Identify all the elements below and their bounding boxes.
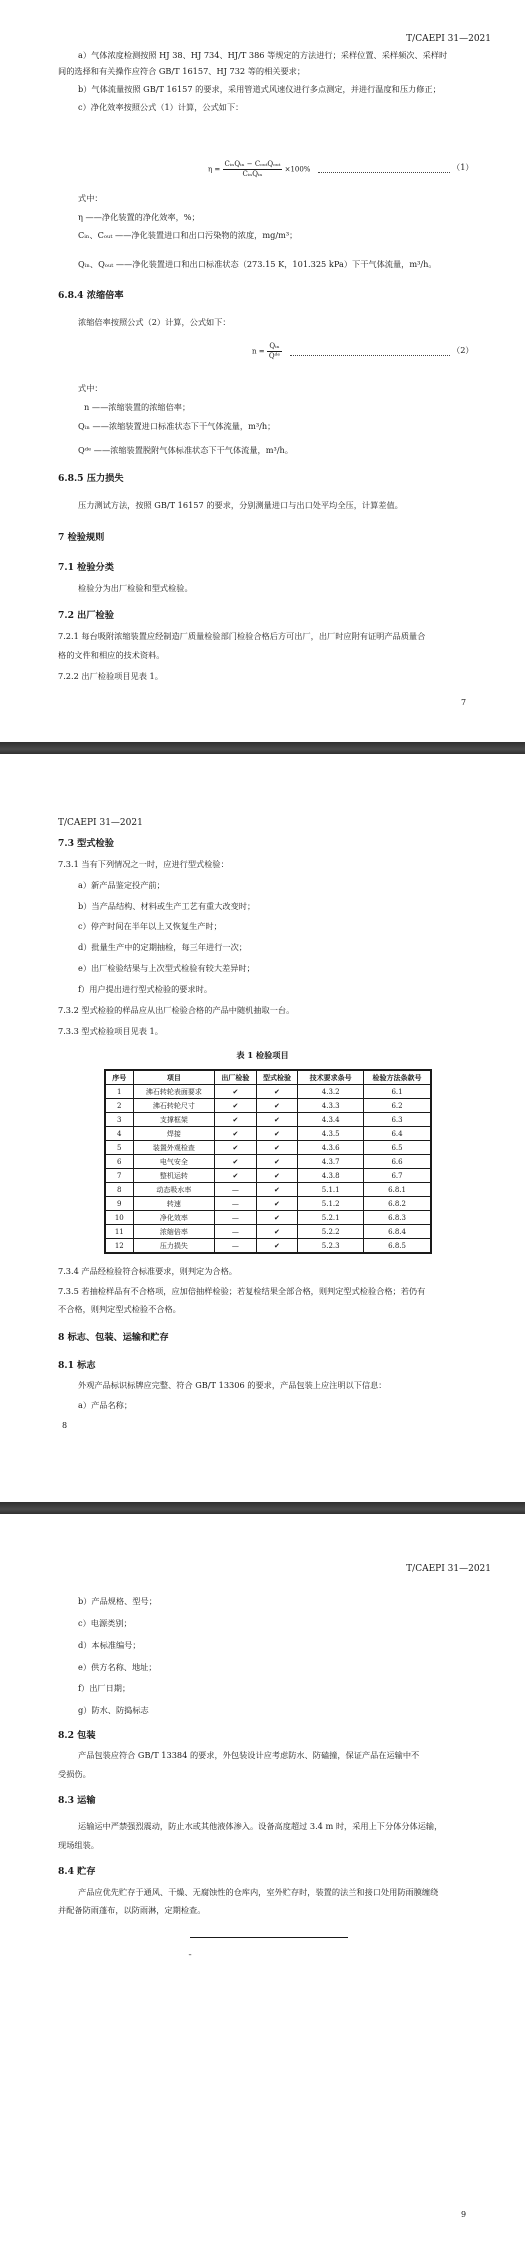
formula-1 <box>208 160 310 179</box>
definition-line: Qᵢₙ ——浓缩装置进口标准状态下干气体流量，m³/h； <box>78 421 276 431</box>
table-cell: — <box>215 1183 257 1197</box>
section-heading: 7.1 检验分类 <box>58 562 114 573</box>
formula-lhs: n = <box>252 347 265 356</box>
table-cell: 5 <box>105 1141 133 1155</box>
where-label: 式中： <box>78 383 103 393</box>
table-row <box>105 1085 431 1099</box>
formula-numerator: CᵢₙQᵢₙ − CₒᵤₜQₒᵤₜ <box>224 160 281 168</box>
list-item: d）批量生产中的定期抽检，每三年进行一次； <box>78 942 247 952</box>
document-page-9 <box>0 1514 525 2254</box>
table-cell: 9 <box>105 1197 133 1211</box>
table-title: 表 1 检验项目 <box>236 1050 289 1060</box>
table-cell: 6.8.5 <box>364 1239 431 1254</box>
text-line: b）气体流量按照 GB/T 16157 的要求，采用管道式风速仪进行多点测定，并进行温度和压力修正； <box>78 84 441 94</box>
document-code: T/CAEPI 31—2021 <box>406 34 491 44</box>
page-number: 7 <box>461 698 467 707</box>
paragraph: 运输运中严禁强烈震动，防止水或其他液体渗入。设备高度超过 3.4 m 时，采用上下分体分体运输， <box>78 1821 443 1831</box>
list-item: c）电源类别； <box>78 1618 132 1628</box>
table-cell: 4.3.2 <box>298 1085 364 1099</box>
table-cell: 浓缩倍率 <box>133 1225 215 1239</box>
section-heading: 8.4 贮存 <box>58 1866 96 1877</box>
table-cell: 4.3.3 <box>298 1099 364 1113</box>
table-cell: 动态吸水率 <box>133 1183 215 1197</box>
paragraph: 7.2.2 出厂检验项目见表 1。 <box>58 671 163 681</box>
table-cell: ✔ <box>215 1169 257 1183</box>
definition-line: Cᵢₙ、Cₒᵤₜ ——净化装置进口和出口污染物的浓度，mg/m³； <box>78 230 298 240</box>
paragraph: 外观产品标识标牌应完整、符合 GB/T 13306 的要求，产品包装上应注明以下信息： <box>78 1380 387 1390</box>
table-cell: 6.7 <box>364 1169 431 1183</box>
where-label: 式中： <box>78 193 103 203</box>
document-page-7 <box>0 0 525 742</box>
table-cell: ✔ <box>256 1197 298 1211</box>
paragraph: 产品应优先贮存于通风、干燥、无腐蚀性的仓库内，室外贮存时，装置的法兰和接口处用防雨膜缠绕 <box>78 1887 439 1897</box>
table-cell: 4.3.7 <box>298 1155 364 1169</box>
table-cell: 6.3 <box>364 1113 431 1127</box>
table-cell: 沸石转轮尺寸 <box>133 1099 215 1113</box>
paragraph: 不合格，则判定型式检验不合格。 <box>58 1304 181 1314</box>
formula-suffix: ×100% <box>284 165 311 174</box>
table-cell: 5.1.2 <box>298 1197 364 1211</box>
list-item: c）停产时间在半年以上又恢复生产时； <box>78 921 222 931</box>
formula-number: （1） <box>452 162 474 172</box>
table-cell: 7 <box>105 1169 133 1183</box>
table-cell: 8 <box>105 1183 133 1197</box>
section-heading: 8.3 运输 <box>58 1795 96 1806</box>
paragraph: 7.2.1 每台吸附浓缩装置应经制造厂质量检验部门检验合格后方可出厂，出厂时应附有证明产品质量合 <box>58 631 426 641</box>
table-row <box>105 1239 431 1254</box>
table-cell: ✔ <box>215 1141 257 1155</box>
table-cell: 转速 <box>133 1197 215 1211</box>
paragraph: 产品包装应符合 GB/T 13384 的要求，外包装设计应考虑防水、防磕撞，保证产品在运输中不 <box>78 1750 420 1760</box>
table-cell: 6 <box>105 1155 133 1169</box>
table-cell: ✔ <box>256 1169 298 1183</box>
table-cell: 6.8.2 <box>364 1197 431 1211</box>
end-rule <box>190 1937 348 1938</box>
section-heading: 6.8.5 压力损失 <box>58 473 124 484</box>
paragraph: 浓缩倍率按照公式（2）计算，公式如下： <box>78 317 231 327</box>
table-header-cell: 项目 <box>133 1070 215 1085</box>
table-cell: 压力损失 <box>133 1239 215 1254</box>
table-cell: 4.3.4 <box>298 1113 364 1127</box>
table-cell: 6.8.3 <box>364 1211 431 1225</box>
definition-line: Qᵢₙ、Qₒᵤₜ ——净化装置进口和出口标准状态（273.15 K，101.325 kPa）下干气体流量，m³/h。 <box>78 259 437 269</box>
table-cell: 3 <box>105 1113 133 1127</box>
text-line: 间的选择和有关操作应符合 GB/T 16157、HJ 732 等的相关要求； <box>58 66 306 76</box>
list-item: e）出厂检验结果与上次型式检验有较大差异时； <box>78 963 255 973</box>
table-cell: ✔ <box>256 1099 298 1113</box>
table-header-cell: 序号 <box>105 1070 133 1085</box>
document-code: T/CAEPI 31—2021 <box>58 818 143 828</box>
table-cell: 12 <box>105 1239 133 1254</box>
table-row <box>105 1141 431 1155</box>
end-mark: ˍ <box>188 1946 193 1956</box>
table-cell: 电气安全 <box>133 1155 215 1169</box>
table-row <box>105 1183 431 1197</box>
table-cell: ✔ <box>215 1155 257 1169</box>
chapter-heading: 7 检验规则 <box>58 532 105 543</box>
text-line: c）净化效率按照公式（1）计算，公式如下： <box>78 102 244 112</box>
chapter-heading: 8 标志、包装、运输和贮存 <box>58 1332 169 1343</box>
table-cell: 焊接 <box>133 1127 215 1141</box>
paragraph: 7.3.4 产品经检验符合标准要求，则判定为合格。 <box>58 1266 237 1276</box>
table-header-cell: 出厂检验 <box>215 1070 257 1085</box>
page-number: 9 <box>461 2210 467 2219</box>
table-row <box>105 1099 431 1113</box>
formula-numerator: Qᵢₙ <box>267 342 282 352</box>
section-heading: 8.1 标志 <box>58 1360 96 1371</box>
table-cell: 4.3.6 <box>298 1141 364 1155</box>
table-row <box>105 1169 431 1183</box>
list-item: f）用户提出进行型式检验的要求时。 <box>78 984 213 994</box>
table-cell: ✔ <box>215 1127 257 1141</box>
paragraph: 格的文件和相应的技术资料。 <box>58 650 165 660</box>
table-cell: 6.6 <box>364 1155 431 1169</box>
section-heading: 8.2 包装 <box>58 1730 96 1741</box>
paragraph: 并配备防雨蓬布，以防雨淋，定期检查。 <box>58 1905 206 1915</box>
table-cell: 6.8.4 <box>364 1225 431 1239</box>
list-item: b）产品规格、型号； <box>78 1596 157 1606</box>
table-cell: 支撑框架 <box>133 1113 215 1127</box>
table-cell: — <box>215 1197 257 1211</box>
table-header-cell: 型式检验 <box>256 1070 298 1085</box>
definition-line: η ——净化装置的净化效率，%； <box>78 212 200 222</box>
formula-denominator: CᵢₙQᵢₙ <box>242 170 263 178</box>
paragraph: 7.3.2 型式检验的样品应从出厂检验合格的产品中随机抽取一台。 <box>58 1005 295 1015</box>
paragraph: 压力测试方法，按照 GB/T 16157 的要求，分别测量进口与出口处平均全压，计算差值。 <box>78 500 403 510</box>
table-cell: 4.3.5 <box>298 1127 364 1141</box>
table-cell: — <box>215 1239 257 1254</box>
table-cell: 4.3.8 <box>298 1169 364 1183</box>
formula-lhs: η = <box>208 165 221 174</box>
table-cell: 11 <box>105 1225 133 1239</box>
paragraph: 7.3.1 当有下列情况之一时，应进行型式检验： <box>58 859 229 869</box>
table-cell: 净化效率 <box>133 1211 215 1225</box>
table-cell: 装置外观检查 <box>133 1141 215 1155</box>
text-line: a）气体浓度检测按照 HJ 38、HJ 734、HJ/T 386 等规定的方法进行；采样位置、采样频次、采样时 <box>78 50 448 60</box>
page-separator <box>0 742 525 754</box>
paragraph: 现场组装。 <box>58 1840 99 1850</box>
definition-line: Qᵈᵉ ——浓缩装置脱附气体标准状态下干气体流量，m³/h。 <box>78 445 293 455</box>
list-item: a）新产品鉴定投产前； <box>78 880 165 890</box>
table-cell: 6.1 <box>364 1085 431 1099</box>
section-heading: 7.2 出厂检验 <box>58 610 114 621</box>
table-cell: ✔ <box>256 1113 298 1127</box>
inspection-table <box>104 1069 432 1254</box>
section-heading: 7.3 型式检验 <box>58 838 114 849</box>
table-cell: — <box>215 1211 257 1225</box>
table-row <box>105 1155 431 1169</box>
list-item: g）防水、防捣标志 <box>78 1705 149 1715</box>
table-header-cell: 技术要求条号 <box>298 1070 364 1085</box>
table-cell: ✔ <box>256 1211 298 1225</box>
page-separator <box>0 1502 525 1514</box>
paragraph: 7.3.3 型式检验项目见表 1。 <box>58 1026 163 1036</box>
table-cell: — <box>215 1225 257 1239</box>
table-cell: ✔ <box>215 1099 257 1113</box>
definition-line: n ——浓缩装置的浓缩倍率； <box>84 402 191 412</box>
formula-fraction <box>267 342 282 361</box>
table-cell: ✔ <box>256 1127 298 1141</box>
table-cell: ✔ <box>215 1085 257 1099</box>
table-cell: ✔ <box>256 1183 298 1197</box>
table-cell: 10 <box>105 1211 133 1225</box>
formula-2 <box>252 342 282 361</box>
table-cell: 2 <box>105 1099 133 1113</box>
table-cell: 6.2 <box>364 1099 431 1113</box>
table-cell: 5.2.3 <box>298 1239 364 1254</box>
table-cell: ✔ <box>256 1141 298 1155</box>
list-item: b）当产品结构、材料或生产工艺有重大改变时； <box>78 901 256 911</box>
table-header-row <box>105 1070 431 1085</box>
table-cell: ✔ <box>256 1085 298 1099</box>
page-number: 8 <box>62 1421 68 1430</box>
table-row <box>105 1197 431 1211</box>
paragraph: 受损伤。 <box>58 1769 91 1779</box>
table-cell: 6.8.1 <box>364 1183 431 1197</box>
table-cell: ✔ <box>215 1113 257 1127</box>
table-cell: ✔ <box>256 1239 298 1254</box>
table-row <box>105 1127 431 1141</box>
table-header-cell: 检验方法条款号 <box>364 1070 431 1085</box>
table-cell: 6.5 <box>364 1141 431 1155</box>
table-cell: 5.1.1 <box>298 1183 364 1197</box>
paragraph: 7.3.5 若抽检样品有不合格项，应加倍抽样检验；若复检结果全部合格，则判定型式检验合格；若仍有 <box>58 1286 426 1296</box>
table-cell: 5.2.1 <box>298 1211 364 1225</box>
table-row <box>105 1113 431 1127</box>
table-cell: ✔ <box>256 1225 298 1239</box>
table-cell: 1 <box>105 1085 133 1099</box>
document-page-8 <box>0 754 525 1502</box>
table-cell: ✔ <box>256 1155 298 1169</box>
table-cell: 沸石转轮表面要求 <box>133 1085 215 1099</box>
list-item: a）产品名称； <box>78 1400 133 1410</box>
formula-number: （2） <box>452 345 474 355</box>
section-heading: 6.8.4 浓缩倍率 <box>58 290 124 301</box>
formula-denominator: Qᵈᵉ <box>268 352 281 360</box>
leader-dots <box>290 355 450 356</box>
leader-dots <box>318 172 450 173</box>
table-row <box>105 1225 431 1239</box>
table-row <box>105 1211 431 1225</box>
paragraph: 检验分为出厂检验和型式检验。 <box>78 583 193 593</box>
formula-fraction <box>223 160 283 179</box>
table-cell: 整机运转 <box>133 1169 215 1183</box>
table-cell: 5.2.2 <box>298 1225 364 1239</box>
table-cell: 6.4 <box>364 1127 431 1141</box>
document-code: T/CAEPI 31—2021 <box>406 1564 491 1574</box>
table-cell: 4 <box>105 1127 133 1141</box>
list-item: e）供方名称、地址； <box>78 1662 157 1672</box>
list-item: f）出厂日期； <box>78 1683 131 1693</box>
list-item: d）本标准编号； <box>78 1640 141 1650</box>
